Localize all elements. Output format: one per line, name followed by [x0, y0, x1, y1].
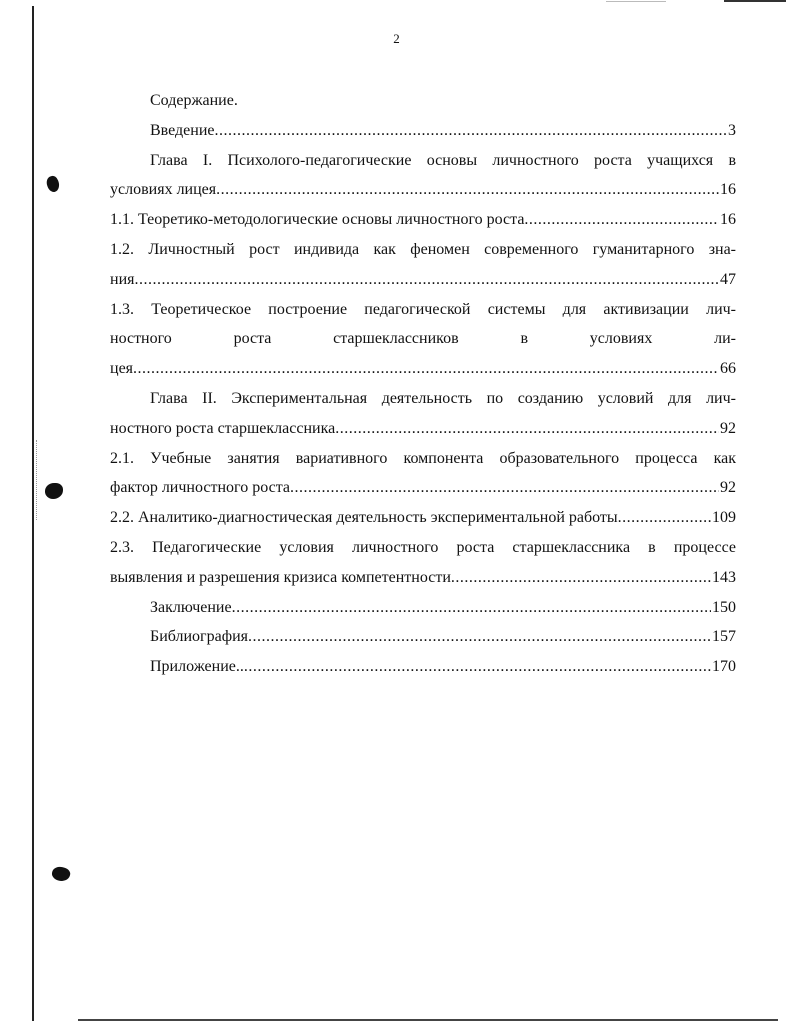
word: старшеклассников	[333, 330, 459, 348]
word: ли-	[714, 330, 736, 348]
toc-entry-title: ния	[110, 270, 135, 288]
toc-entry-1-2-line1: 1.2. Личностный рост индивида как феномен современного гуманитарного зна-	[110, 240, 736, 258]
toc-entry-title: ностного роста старшеклассника	[110, 419, 336, 437]
toc-entry-1-3-line1: 1.3. Теоретическое построение педагогической системы для активизации лич-	[110, 300, 736, 318]
scan-mark-top	[724, 0, 786, 2]
toc-entry-2-2	[110, 503, 736, 533]
table-of-contents	[110, 86, 736, 682]
toc-entry-intro	[110, 116, 736, 146]
toc-entry-title: цея	[110, 360, 134, 378]
toc-entry-1-3-line2	[110, 324, 736, 354]
leader-dots	[248, 622, 711, 652]
toc-entry-1-1	[110, 205, 736, 235]
toc-entry-page: 16	[720, 211, 736, 229]
toc-entry-title: 1.1. Теоретико-методологические основы личностного роста	[110, 211, 525, 229]
toc-entry-chapter1	[110, 175, 736, 205]
leader-dots	[524, 205, 719, 235]
toc-entry-page: 157	[712, 628, 736, 646]
leader-dots	[335, 414, 719, 444]
leader-dots	[618, 503, 711, 533]
toc-entry-page: 47	[720, 270, 736, 288]
word: в	[520, 330, 528, 348]
hole-punch-mark	[45, 483, 63, 499]
toc-entry-title: Заключение	[150, 598, 232, 616]
leader-dots	[244, 652, 711, 682]
leader-dots	[451, 563, 711, 593]
leader-dots	[232, 593, 711, 623]
scan-edge-bottom	[78, 1019, 778, 1021]
leader-dots	[215, 116, 728, 146]
leader-dots	[290, 473, 719, 503]
leader-dots	[134, 265, 719, 295]
toc-entry-page: 3	[728, 121, 736, 139]
toc-entry-2-3-line1: 2.3. Педагогические условия личностного роста старшеклассника в процессе	[110, 538, 736, 556]
hole-punch-mark	[45, 174, 62, 193]
toc-entry-title: фактор личностного роста	[110, 479, 290, 497]
toc-entry-page: 92	[720, 479, 736, 497]
toc-entry-chapter2-line1: Глава II. Экспериментальная деятельность по созданию условий для лич-	[150, 389, 736, 407]
scan-edge-left	[32, 6, 34, 1021]
toc-entry-1-2	[110, 265, 736, 295]
scan-specks	[36, 440, 45, 520]
toc-entry-page: 170	[712, 658, 736, 676]
word: роста	[233, 330, 272, 348]
toc-entry-2-1	[110, 473, 736, 503]
toc-entry-bibliography	[110, 622, 736, 652]
toc-heading: Содержание.	[150, 92, 238, 109]
toc-entry-page: 66	[720, 360, 736, 378]
toc-entry-chapter2	[110, 414, 736, 444]
scan-mark-top-faint	[606, 1, 666, 2]
toc-entry-conclusion	[110, 593, 736, 623]
toc-entry-title: 2.2. Аналитико-диагностическая деятельность экспериментальной работы	[110, 509, 618, 527]
toc-entry-page: 109	[712, 509, 736, 527]
toc-entry-title: условиях лицея	[110, 181, 217, 199]
toc-entry-chapter1-line1: Глава I. Психолого-педагогические основы личностного роста учащихся в	[150, 151, 736, 169]
page-number: 2	[393, 31, 400, 46]
word: условиях	[589, 330, 653, 348]
toc-entry-title: выявления и разрешения кризиса компетентности	[110, 568, 451, 586]
toc-entry-page: 16	[720, 181, 736, 199]
toc-entry-title: Приложение..	[150, 658, 244, 676]
toc-entry-page: 143	[712, 568, 736, 586]
toc-entry-1-3	[110, 354, 736, 384]
leader-dots	[216, 175, 719, 205]
toc-entry-title: Введение	[150, 121, 215, 139]
toc-entry-appendix	[110, 652, 736, 682]
toc-entry-title: Библиография	[150, 628, 248, 646]
toc-entry-2-3	[110, 563, 736, 593]
toc-entry-page: 150	[712, 598, 736, 616]
toc-entry-2-1-line1: 2.1. Учебные занятия вариативного компонента образовательного процесса как	[110, 449, 736, 467]
leader-dots	[133, 354, 719, 384]
hole-punch-mark	[50, 865, 71, 883]
word: ностного	[110, 330, 172, 348]
toc-entry-page: 92	[720, 419, 736, 437]
